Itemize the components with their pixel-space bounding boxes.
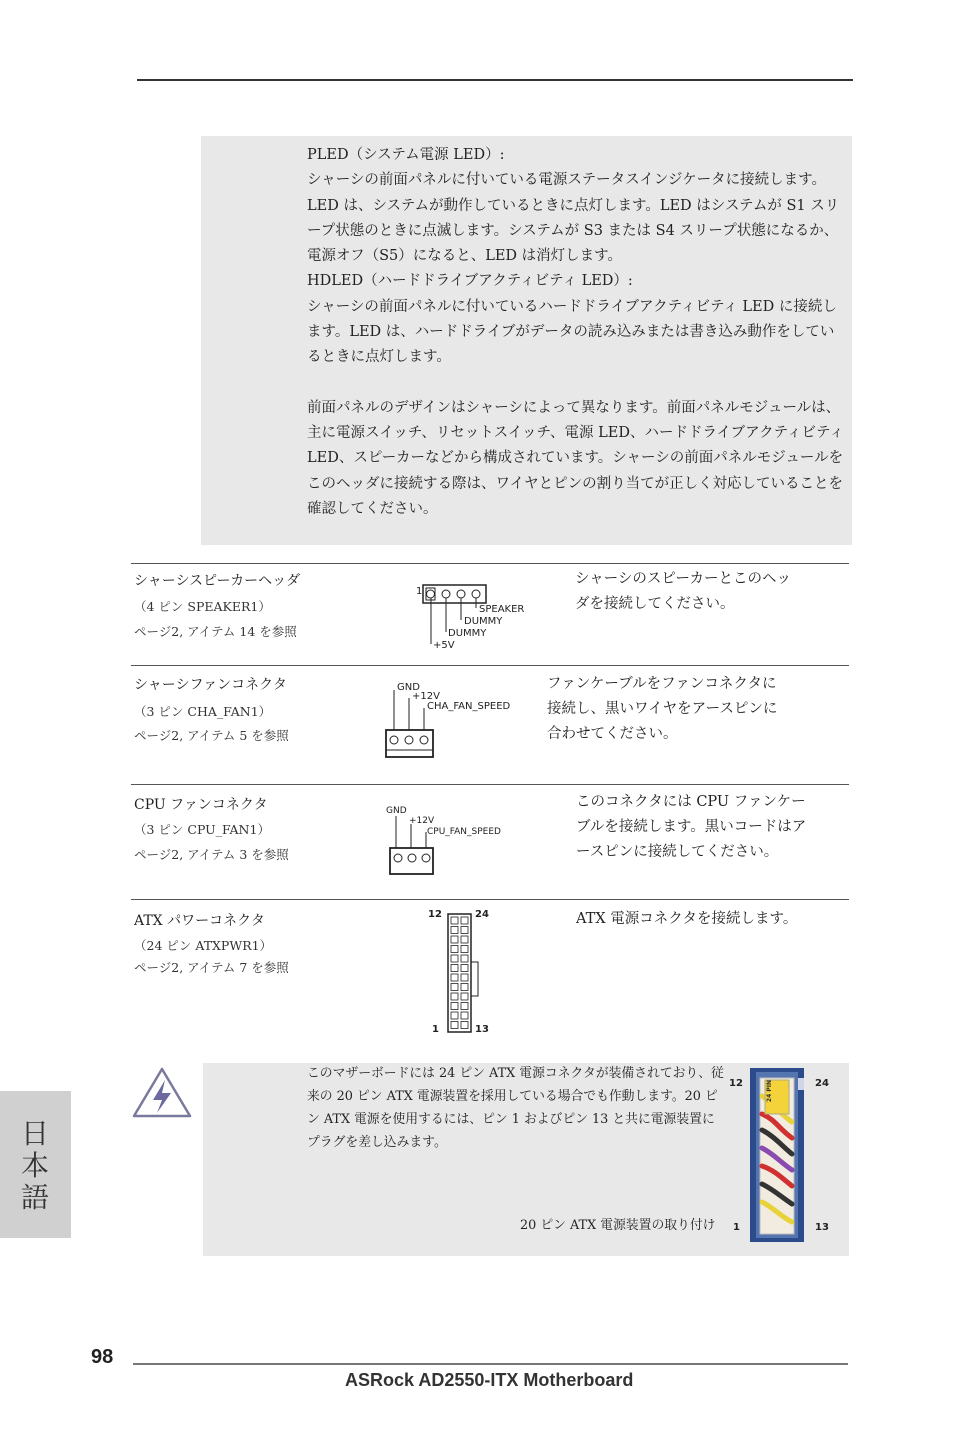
fan-speed-label: CPU_FAN_SPEED [427,827,501,837]
atx-24pin-diagram [444,910,494,1036]
section-divider [131,563,849,564]
pin12-label: 12 [428,909,442,920]
fan-speed-label: CHA_FAN_SPEED [427,701,511,712]
cpu-fan-desc: このコネクタには CPU ファンケーブルを接続します。黒いコードはアースピンに接続してください。 [576,794,807,860]
warning-triangle-icon [131,1066,193,1120]
gnd-label: GND [397,682,420,693]
section-divider [131,899,849,900]
12v-label: +12V [409,816,435,826]
speaker-pin-label: SPEAKER [479,604,525,615]
atx-power-pins: （24 ピン ATXPWR1） [134,938,273,953]
chassis-fan-desc: ファンケーブルをファンコネクタに接続し、黒いワイヤをアースピンに合わせてください。 [547,676,778,742]
photo-pin1-label: 1 [733,1222,740,1233]
12v-label: +12V [412,691,440,702]
cpu-fan-ref: ページ2, アイテム 3 を参照 [134,847,289,862]
warning-text: このマザーボードには 24 ピン ATX 電源コネクタが装備されており、従来の 20 ピン ATX 電源装置を採用している場合でも作動します。20 ピン ATX 電源を使用するには、ピン 1 およびピン 13 と共に電源装置にプラグを差し込みます。 [307,1066,724,1150]
hdled-description: シャーシの前面パネルに付いているハードドライブアクティビティ LED に接続します。LED は、ハードドライブがデータの読み込みまたは書き込み動作をしているときに点灯します。 [307,298,837,366]
pled-description: シャーシの前面パネルに付いている電源ステータスインジケータに接続します。LED は、システムが動作しているときに点灯します。LED はシステムが S1 スリープ状態のときに点滅します。システムが S3 または S4 スリープ状態になるか、電源オフ（S5）になると、LED は消灯します。 [307,172,840,265]
speaker-desc: シャーシのスピーカーとこのヘッダを接続してください。 [575,571,792,612]
section-divider [131,784,849,785]
pin13-label: 13 [475,1024,489,1035]
atx-20pin-photo [748,1066,806,1244]
photo-pin24-label: 24 [815,1078,829,1089]
top-rule [137,79,853,81]
chassis-fan-ref: ページ2, アイテム 5 を参照 [134,728,289,743]
pled-heading: PLED（システム電源 LED）: [307,147,505,163]
warning-caption: 20 ピン ATX 電源装置の取り付け [520,1218,716,1233]
atx-power-title: ATX パワーコネクタ [134,913,265,929]
pin1-label: 1 [416,586,423,597]
language-tab-label: 日本語 [20,1117,49,1214]
photo-pin13-label: 13 [815,1222,829,1233]
page-number: 98 [91,1346,114,1368]
gnd-label: GND [386,806,407,816]
atx-power-ref: ページ2, アイテム 7 を参照 [134,960,289,975]
hdled-heading: HDLED（ハードドライブアクティビティ LED）: [307,273,633,290]
dummy-pin-label: DUMMY [448,628,487,639]
photo-24pin-tag: 24 PIN [766,1080,773,1103]
cpu-fan-pins: （3 ピン CPU_FAN1） [134,822,270,837]
footer-title: ASRock AD2550-ITX Motherboard [345,1370,634,1390]
section-divider [131,665,849,666]
chassis-fan-title: シャーシファンコネクタ [134,677,287,693]
note-text [307,143,847,522]
5v-pin-label: +5V [433,640,455,651]
speaker-title: シャーシスピーカーヘッダ [134,573,301,589]
chassis-fan-pins: （3 ピン CHA_FAN1） [134,704,272,719]
dummy-pin-label: DUMMY [464,616,503,627]
speaker-ref: ページ2, アイテム 14 を参照 [134,624,297,639]
speaker-pins: （4 ピン SPEAKER1） [134,599,271,614]
pin24-label: 24 [475,909,489,920]
photo-pin12-label: 12 [729,1078,743,1089]
footer-rule [133,1363,848,1365]
pin1-label: 1 [432,1024,439,1035]
atx-power-desc: ATX 電源コネクタを接続します。 [576,911,798,927]
front-panel-note: 前面パネルのデザインはシャーシによって異なります。前面パネルモジュールは、主に電源スイッチ、リセットスイッチ、電源 LED、ハードドライブアクティビティ LED、スピーカーなどから構成されています。シャーシの前面パネルモジュールをこのヘッダに接続する際は、ワイヤとピンの割り当てが正しく対応していることを確認してください。 [307,399,844,517]
cpu-fan-title: CPU ファンコネクタ [134,797,268,813]
